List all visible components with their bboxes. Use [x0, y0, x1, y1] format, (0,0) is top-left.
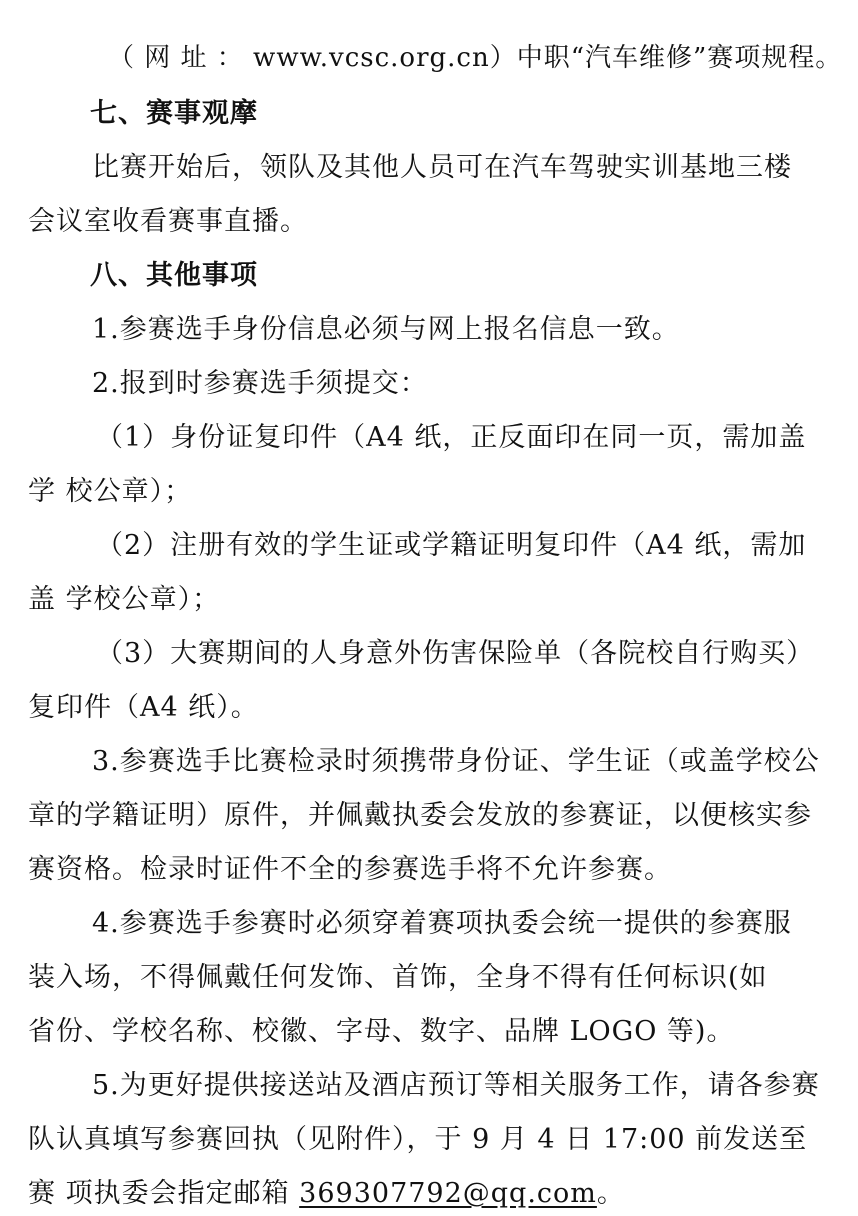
section-heading: 八、其他事项 [90, 260, 258, 291]
last-line-suffix: 。 [596, 1178, 625, 1209]
text-line: （1）身份证复印件（A4 纸，正反面印在同一页，需加盖 [96, 422, 807, 453]
text-line: 2.报到时参赛选手须提交： [92, 368, 428, 399]
text-line-last [28, 1174, 848, 1214]
text-line: 省份、学校名称、校徽、字母、数字、品牌 LOGO 等)。 [28, 1016, 735, 1047]
text-line: 学 校公章）； [28, 476, 193, 507]
last-line-prefix: 赛 项执委会指定邮箱 [28, 1178, 300, 1209]
text-line: 复印件（A4 纸）。 [28, 692, 259, 723]
text-line: （ 网 址 ： www.vcsc.org.cn）中职“汽车维修”赛项规程。 [108, 43, 843, 73]
text-line: 4.参赛选手参赛时必须穿着赛项执委会统一提供的参赛服 [92, 908, 792, 939]
text-line: 队认真填写参赛回执（见附件），于 9 月 4 日 17:00 前发送至 [28, 1124, 808, 1155]
email-link[interactable]: 369307792@qq.com [299, 1178, 597, 1209]
text-line: 赛资格。检录时证件不全的参赛选手将不允许参赛。 [28, 854, 672, 885]
text-line: 5.为更好提供接送站及酒店预订等相关服务工作，请各参赛 [92, 1070, 820, 1101]
text-line: 会议室收看赛事直播。 [28, 206, 308, 237]
text-line: 3.参赛选手比赛检录时须携带身份证、学生证（或盖学校公 [92, 746, 820, 777]
section-heading: 七、赛事观摩 [90, 98, 258, 129]
text-line: （3）大赛期间的人身意外伤害保险单（各院校自行购买） [96, 638, 815, 669]
text-line: 盖 学校公章）； [28, 584, 221, 615]
text-line: 装入场，不得佩戴任何发饰、首饰，全身不得有任何标识(如 [28, 962, 768, 993]
text-line: （2）注册有效的学生证或学籍证明复印件（A4 纸，需加 [96, 530, 807, 561]
text-line: 1.参赛选手身份信息必须与网上报名信息一致。 [92, 314, 680, 345]
text-line: 章的学籍证明）原件，并佩戴执委会发放的参赛证，以便核实参 [28, 800, 812, 831]
text-line: 比赛开始后，领队及其他人员可在汽车驾驶实训基地三楼 [92, 152, 792, 183]
